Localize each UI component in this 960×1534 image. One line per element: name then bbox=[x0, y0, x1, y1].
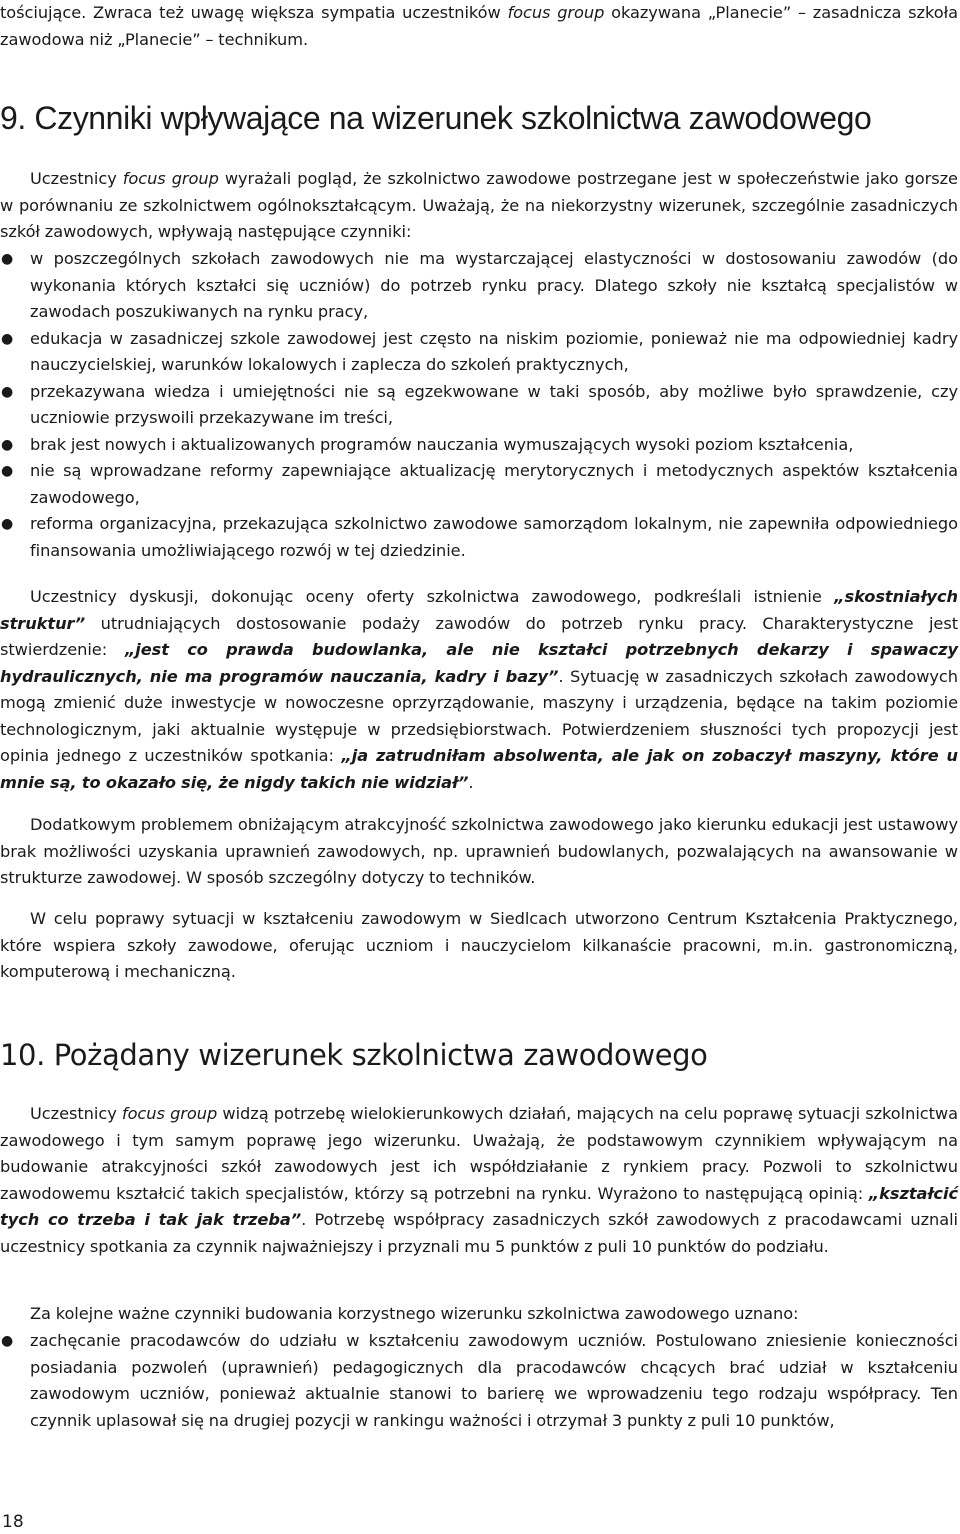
quote: „ja zatrudniłam absolwenta, ale jak on zobaczył maszyny, które u mnie są, to okazało się, że nigdy takich nie widział” bbox=[0, 746, 958, 792]
page-number: 18 bbox=[2, 1512, 24, 1532]
list-item: ● zachęcanie pracodawców do udziału w kształceniu zawodowym uczniów. Postulowano zniesienie konieczności posiadania pozwoleń (uprawnień) pedagogicznych dla pracodawców chcących brać udział w kształceniu zawodowym uczniów, ponieważ aktualnie stanowi to barierę we wprowadzeniu tego rodzaju współpracy. Ten czynnik uplasował się na drugiej pozycji w rankingu ważności i otrzymał 3 punkty z puli 10 punktów, bbox=[0, 1328, 958, 1434]
list-item: ● reforma organizacyjna, przekazująca szkolnictwo zawodowe samorządom lokalnym, nie zapewniła odpowiedniego finansowania umożliwiającego rozwój w tej dziedzinie. bbox=[0, 511, 958, 564]
paragraph-other-factors: Za kolejne ważne czynniki budowania korzystnego wizerunku szkolnictwa zawodowego uznano: bbox=[30, 1304, 799, 1323]
bullet-icon: ● bbox=[1, 436, 14, 453]
list-item: ● brak jest nowych i aktualizowanych programów nauczania wymuszających wysoki poziom kształcenia, bbox=[0, 432, 958, 459]
factor-list-2 bbox=[0, 1328, 958, 1434]
bullet-icon: ● bbox=[1, 463, 14, 479]
quote: „jest co prawda budowlanka, ale nie kształci potrzebnych dekarzy i spawaczy hydraulicznych, nie ma programów nauczania, kadry i bazy” bbox=[0, 640, 958, 686]
paragraph-intro bbox=[0, 166, 958, 246]
bullet-icon: ● bbox=[1, 1333, 14, 1349]
paragraph-structures: Uczestnicy dyskusji, dokonując oceny oferty szkolnictwa zawodowego, podkreślali istnienie „skostniałych struktur” utrudniających dostosowanie podaży zawodów do potrzeb rynku pracy. Charakterystyczne jest stwierdzenie: „jest co prawda budowlanka, ale nie kształci potrzebnych dekarzy i spawaczy hydraulicznych, nie ma programów nauczania, kadry i bazy”. Sytuację w zasadniczych szkołach zawodowych mogą zmienić duże inwestycje w nowoczesne oprzyrządowanie, maszyny i urządzenia, będące na takim poziomie technologicznym, jaki aktualnie występuje w przedsiębiorstwach. Potwierdzeniem słuszności tych propozycji jest opinia jednego z uczestników spotkania: „ja zatrudniłam absolwenta, ale jak on zobaczył maszyny, które u mnie są, to okazało się, że nigdy takich nie widział”. bbox=[0, 587, 958, 792]
list-item: ● edukacja w zasadniczej szkole zawodowej jest często na niskim poziomie, ponieważ nie ma odpowiedniej kadry nauczycielskiej, warunków lokalowych i zaplecza do szkoleń praktycznych, bbox=[0, 326, 958, 379]
list-item: ● w poszczególnych szkołach zawodowych nie ma wystarczającej elastyczności w dostosowaniu zawodów (do wykonania których kształci się uczniów) do potrzeb rynku pracy. Dlatego szkoły nie kształcą specjalistów w zawodach poszukiwanych na rynku pracy, bbox=[0, 246, 958, 326]
quote: „skostniałych struktur” bbox=[0, 587, 958, 633]
section-heading-9: 9. Czynniki wpływające na wizerunek szkolnictwa zawodowego bbox=[0, 100, 872, 136]
text-run: tościujące. Zwraca też uwagę większa sympatia uczestników bbox=[0, 3, 508, 22]
list-item: ● nie są wprowadzane reformy zapewniające aktualizację merytorycznych i metodycznych aspektów kształcenia zawodowego, bbox=[0, 458, 958, 511]
italic-term: focus group bbox=[122, 169, 219, 188]
text-run: okazywana „Planecie” – zasadnicza szkoła zawodowa niż „Planecie” – technikum. bbox=[0, 3, 958, 49]
bullet-icon: ● bbox=[1, 330, 14, 347]
paragraph-continuation bbox=[0, 0, 958, 53]
bullet-icon: ● bbox=[1, 251, 14, 267]
section-heading-10: 10. Pożądany wizerunek szkolnictwa zawodowego bbox=[0, 1038, 708, 1072]
list-item: ● przekazywana wiedza i umiejętności nie są egzekwowane w taki sposób, aby możliwe było sprawdzenie, czy uczniowie przyswoili przekazywane im treści, bbox=[0, 379, 958, 432]
quote: „kształcić tych co trzeba i tak jak trzeba” bbox=[0, 1183, 958, 1229]
text-run: wyrażali pogląd, że szkolnictwo zawodowe postrzegane jest w społeczeństwie jako gorsze w porównaniu ze szkolnictwem ogólnokształcącym. Uważają, że na niekorzystny wizerunek, szczególnie zasadniczych szkół zawodowych, wpływają następujące czynniki: bbox=[0, 169, 958, 241]
bullet-icon: ● bbox=[1, 383, 14, 400]
factor-list bbox=[0, 246, 958, 564]
italic-term: focus group bbox=[507, 3, 605, 22]
italic-term: focus group bbox=[121, 1104, 218, 1123]
paragraph-ckp: W celu poprawy sytuacji w kształceniu zawodowym w Siedlcach utworzono Centrum Kształcenia Praktycznego, które wspiera szkoły zawodowe, oferując uczniom i nauczycielom kilkanaście pracowni, m.in. gastronomiczną, komputerową i mechaniczną. bbox=[0, 909, 958, 981]
paragraph-desired-image: Uczestnicy focus group widzą potrzebę wielokierunkowych działań, mających na celu poprawę sytuacji szkolnictwa zawodowego i tym samym poprawę jego wizerunku. Uważają, że podstawowym czynnikiem wpływającym na budowanie atrakcyjności szkół zawodowych jest ich współdziałanie z rynkiem pracy. Pozwoli to szkolnictwu zawodowemu kształcić takich specjalistów, którzy są potrzebni na rynku. Wyrażono to następującą opinią: „kształcić tych co trzeba i tak jak trzeba”. Potrzebę współpracy zasadniczych szkół zawodowych z pracodawcami uznali uczestnicy spotkania za czynnik najważniejszy i przyznali mu 5 punktów z puli 10 punktów do podziału. bbox=[0, 1104, 958, 1256]
bullet-icon: ● bbox=[1, 516, 14, 532]
text-run: Uczestnicy bbox=[30, 169, 123, 188]
paragraph-qualifications: Dodatkowym problemem obniżającym atrakcyjność szkolnictwa zawodowego jako kierunku edukacji jest ustawowy brak możliwości uzyskania uprawnień zawodowych, np. uprawnień budowlanych, pozwalających na awansowanie w strukturze zawodowej. W sposób szczególny dotyczy to techników. bbox=[0, 815, 958, 887]
